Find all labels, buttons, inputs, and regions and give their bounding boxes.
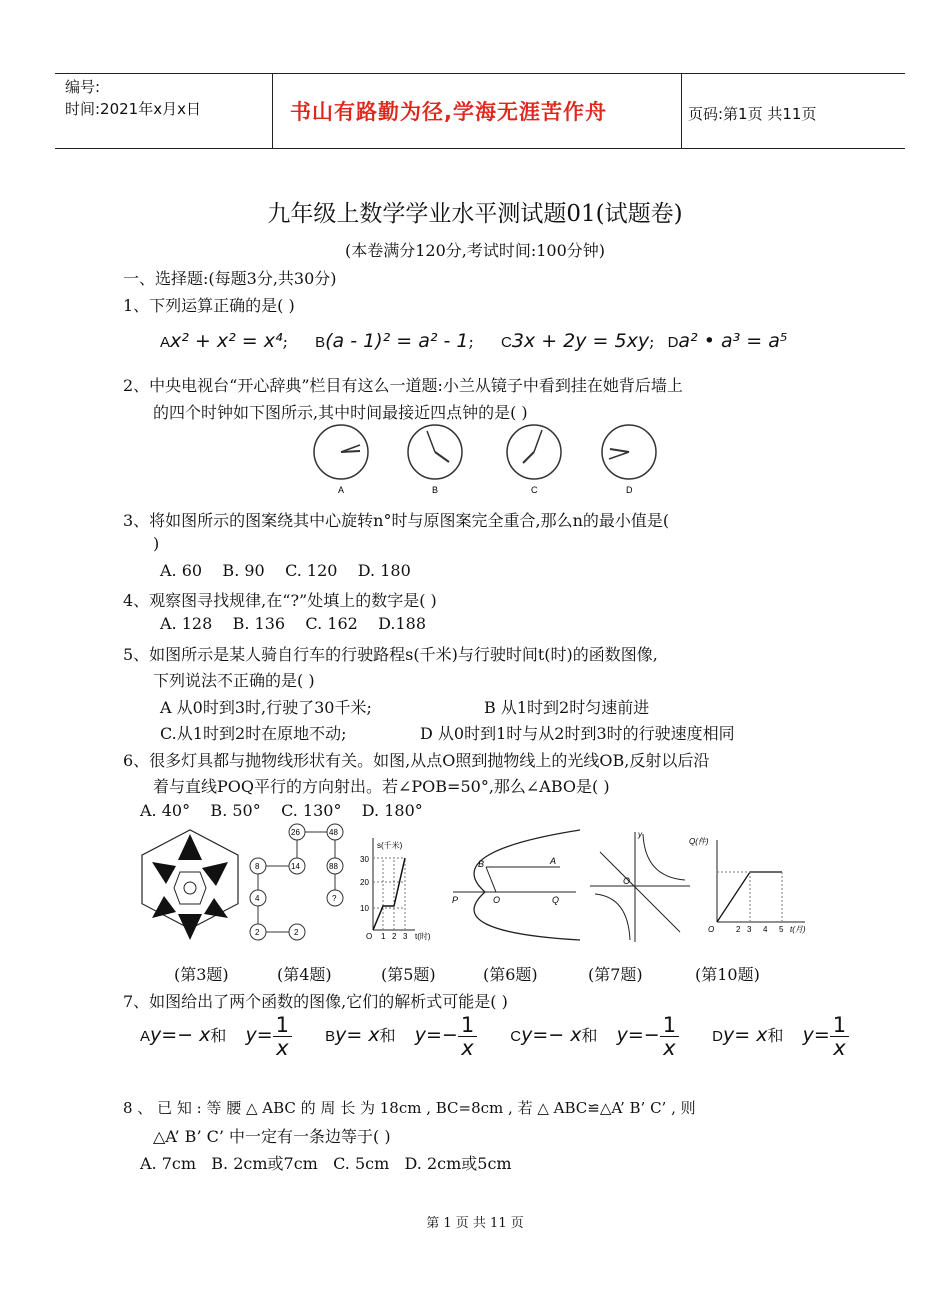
tick-label: 3 <box>747 925 752 934</box>
q7-option-c-label: C <box>510 1028 522 1045</box>
q1-option-c-label: C <box>500 334 512 351</box>
separator: ; <box>282 332 288 351</box>
q5-option-a: A 从0时到3时,行驶了30千米; <box>160 698 372 717</box>
q1-option-c: 3x + 2y = 5xy <box>511 330 650 352</box>
point-label: O <box>493 895 501 905</box>
separator: ; <box>649 332 655 351</box>
q7-option-a-lhs: y= <box>245 1024 273 1046</box>
denominator: x <box>663 1036 676 1060</box>
q5-line2: 下列说法不正确的是( ) <box>153 671 315 690</box>
q2-line1: 2、中央电视台“开心辞典”栏目有这么一道题:小兰从镜子中看到挂在她背后墙上 <box>123 376 683 395</box>
q7-options <box>140 1014 849 1059</box>
tick-label: 10 <box>360 904 369 913</box>
q4-options: A. 128 B. 136 C. 162 D.188 <box>160 614 427 633</box>
q3-line1: 3、将如图所示的图案绕其中心旋转n°时与原图案完全重合,那么n的最小值是( <box>123 511 670 530</box>
tick-label: O <box>708 925 715 934</box>
q5-option-d: D 从0时到1时与从2时到3时的行驶速度相同 <box>420 724 735 743</box>
page-footer: 第 1 页 共 11 页 <box>426 1216 524 1231</box>
numerator: 1 <box>660 1014 679 1037</box>
numerator: 1 <box>273 1014 292 1037</box>
header-page-info: 页码:第1页 共11页 <box>688 105 817 123</box>
q8-line2: △A’ B’ C’ 中一定有一条边等于( ) <box>153 1127 391 1146</box>
q4-stem: 4、观察图寻找规律,在“?”处填上的数字是( ) <box>123 591 437 610</box>
q1-stem: 1、下列运算正确的是( ) <box>123 296 295 315</box>
conjunction: 和 <box>767 1026 784 1045</box>
q7-option-d-line: y= x <box>723 1024 768 1046</box>
q6-parabola-figure <box>452 830 580 940</box>
q1-option-a: x² + x² = x⁴ <box>170 330 283 352</box>
figure-caption: (第5题) <box>381 965 436 984</box>
q8-line1: 8 、 已 知 : 等 腰 △ ABC 的 周 长 为 18cm , BC=8cm , 若 △ ABC≌△A’ B’ C’ , 则 <box>123 1099 696 1117</box>
q7-option-d-fraction <box>830 1014 849 1059</box>
figure-caption: (第7题) <box>588 965 643 984</box>
tick-label: 5 <box>779 925 784 934</box>
header-divider <box>681 74 682 148</box>
exam-title: 九年级上数学学业水平测试题01(试题卷) <box>267 201 683 227</box>
q1-option-a-label: A <box>160 334 171 351</box>
node-label: 2 <box>255 928 260 937</box>
clock-c <box>507 425 561 495</box>
page-header <box>55 73 905 149</box>
q6-line2: 着与直线POQ平行的方向射出。若∠POB=50°,那么∠ABO是( ) <box>153 777 610 796</box>
q4-number-figure <box>250 824 343 940</box>
tick-label: 1 <box>381 932 386 941</box>
q7-option-b-label: B <box>325 1028 336 1045</box>
header-motto: 书山有路勤为径,学海无涯苦作舟 <box>290 100 607 124</box>
clock-label: A <box>338 485 345 495</box>
q5-option-b: B 从1时到2时匀速前进 <box>484 698 650 717</box>
clocks-figure <box>300 420 670 500</box>
q3-hexagon-figure <box>142 830 238 940</box>
separator: ; <box>468 332 474 351</box>
q7-option-a-label: A <box>140 1028 151 1045</box>
point-label: A <box>550 856 557 866</box>
q5-graph-figure <box>360 838 431 941</box>
point-label: Q <box>552 895 560 905</box>
node-label: 88 <box>329 862 338 871</box>
time-label: 时间:2021年x月x日 <box>65 100 201 118</box>
q7-option-a-fraction <box>273 1014 292 1059</box>
tick-label: 20 <box>360 878 369 887</box>
exam-subtitle: (本卷满分120分,考试时间:100分钟) <box>344 241 606 260</box>
q7-option-c-line: y=− x <box>521 1024 582 1046</box>
tick-label: 2 <box>392 932 397 941</box>
q1-option-d: a² • a³ = a⁵ <box>678 330 788 352</box>
clock-label: D <box>626 485 633 495</box>
point-label: B <box>478 859 485 869</box>
node-label: 8 <box>255 862 260 871</box>
q7-option-c-fraction <box>660 1014 679 1059</box>
q7-option-d-label: D <box>712 1028 724 1045</box>
clock-a <box>314 425 368 495</box>
axis-label: s(千米) <box>377 841 403 850</box>
q7-graph-figure <box>590 830 690 942</box>
q7-option-d-lhs: y= <box>802 1024 830 1046</box>
tick-label: 3 <box>403 932 408 941</box>
q3-line2: ) <box>153 534 160 553</box>
q6-line1: 6、很多灯具都与抛物线形状有关。如图,从点O照到抛物线上的光线OB,反射以后沿 <box>123 751 710 770</box>
figure-caption: (第4题) <box>277 965 332 984</box>
origin-label: O <box>623 876 631 886</box>
tick-label: 4 <box>763 925 768 934</box>
axis-label: t(月) <box>790 925 806 934</box>
denominator: x <box>833 1036 846 1060</box>
clock-b <box>408 425 462 495</box>
q7-option-b-fraction <box>458 1014 477 1059</box>
clock-d <box>602 425 656 495</box>
q6-options: A. 40° B. 50° C. 130° D. 180° <box>140 801 423 820</box>
q1-option-b-label: B <box>315 334 326 351</box>
tick-label: 2 <box>736 925 741 934</box>
conjunction: 和 <box>581 1026 598 1045</box>
q2-line2: 的四个时钟如下图所示,其中时间最接近四点钟的是( ) <box>153 403 528 422</box>
header-meta <box>65 76 201 120</box>
figure-caption: (第6题) <box>483 965 538 984</box>
q7-option-b-lhs: y=− <box>414 1024 458 1046</box>
conjunction: 和 <box>379 1026 396 1045</box>
q7-option-a-line: y=− x <box>150 1024 211 1046</box>
q1-options <box>160 330 787 352</box>
numerator: 1 <box>830 1014 849 1037</box>
figure-caption: (第3题) <box>174 965 229 984</box>
q10-graph-figure <box>689 837 806 934</box>
q5-option-c: C.从1时到2时在原地不动; <box>160 724 347 743</box>
axis-label: y <box>638 830 642 839</box>
point-label: P <box>452 895 459 905</box>
node-label: 2 <box>294 928 299 937</box>
axis-label: Q(件) <box>689 837 709 846</box>
header-divider <box>272 74 273 148</box>
figure-caption: (第10题) <box>695 965 760 984</box>
clock-label: C <box>531 485 538 495</box>
q8-options: A. 7cm B. 2cm或7cm C. 5cm D. 2cm或5cm <box>140 1154 512 1173</box>
node-label: 4 <box>255 894 260 903</box>
q7-option-b-line: y= x <box>335 1024 380 1046</box>
denominator: x <box>276 1036 289 1060</box>
q7-option-c-lhs: y=− <box>616 1024 660 1046</box>
section-heading: 一、选择题:(每题3分,共30分) <box>123 269 337 288</box>
figures-row <box>140 822 820 952</box>
clock-label: B <box>432 485 439 495</box>
axis-label: t(时) <box>415 932 431 941</box>
q3-options: A. 60 B. 90 C. 120 D. 180 <box>160 561 411 580</box>
number-label: 编号: <box>65 78 101 96</box>
node-label: ? <box>332 894 337 903</box>
denominator: x <box>461 1036 474 1060</box>
node-label: 14 <box>291 862 300 871</box>
node-label: 48 <box>329 828 338 837</box>
q7-stem: 7、如图给出了两个函数的图像,它们的解析式可能是( ) <box>123 992 508 1011</box>
conjunction: 和 <box>210 1026 227 1045</box>
numerator: 1 <box>458 1014 477 1037</box>
node-label: 26 <box>291 828 300 837</box>
q1-option-b: (a - 1)² = a² - 1 <box>325 330 469 352</box>
q5-line1: 5、如图所示是某人骑自行车的行驶路程s(千米)与行驶时间t(时)的函数图像, <box>123 645 658 664</box>
tick-label: 30 <box>360 855 369 864</box>
q1-option-d-label: D <box>667 334 679 351</box>
tick-label: O <box>366 932 373 941</box>
